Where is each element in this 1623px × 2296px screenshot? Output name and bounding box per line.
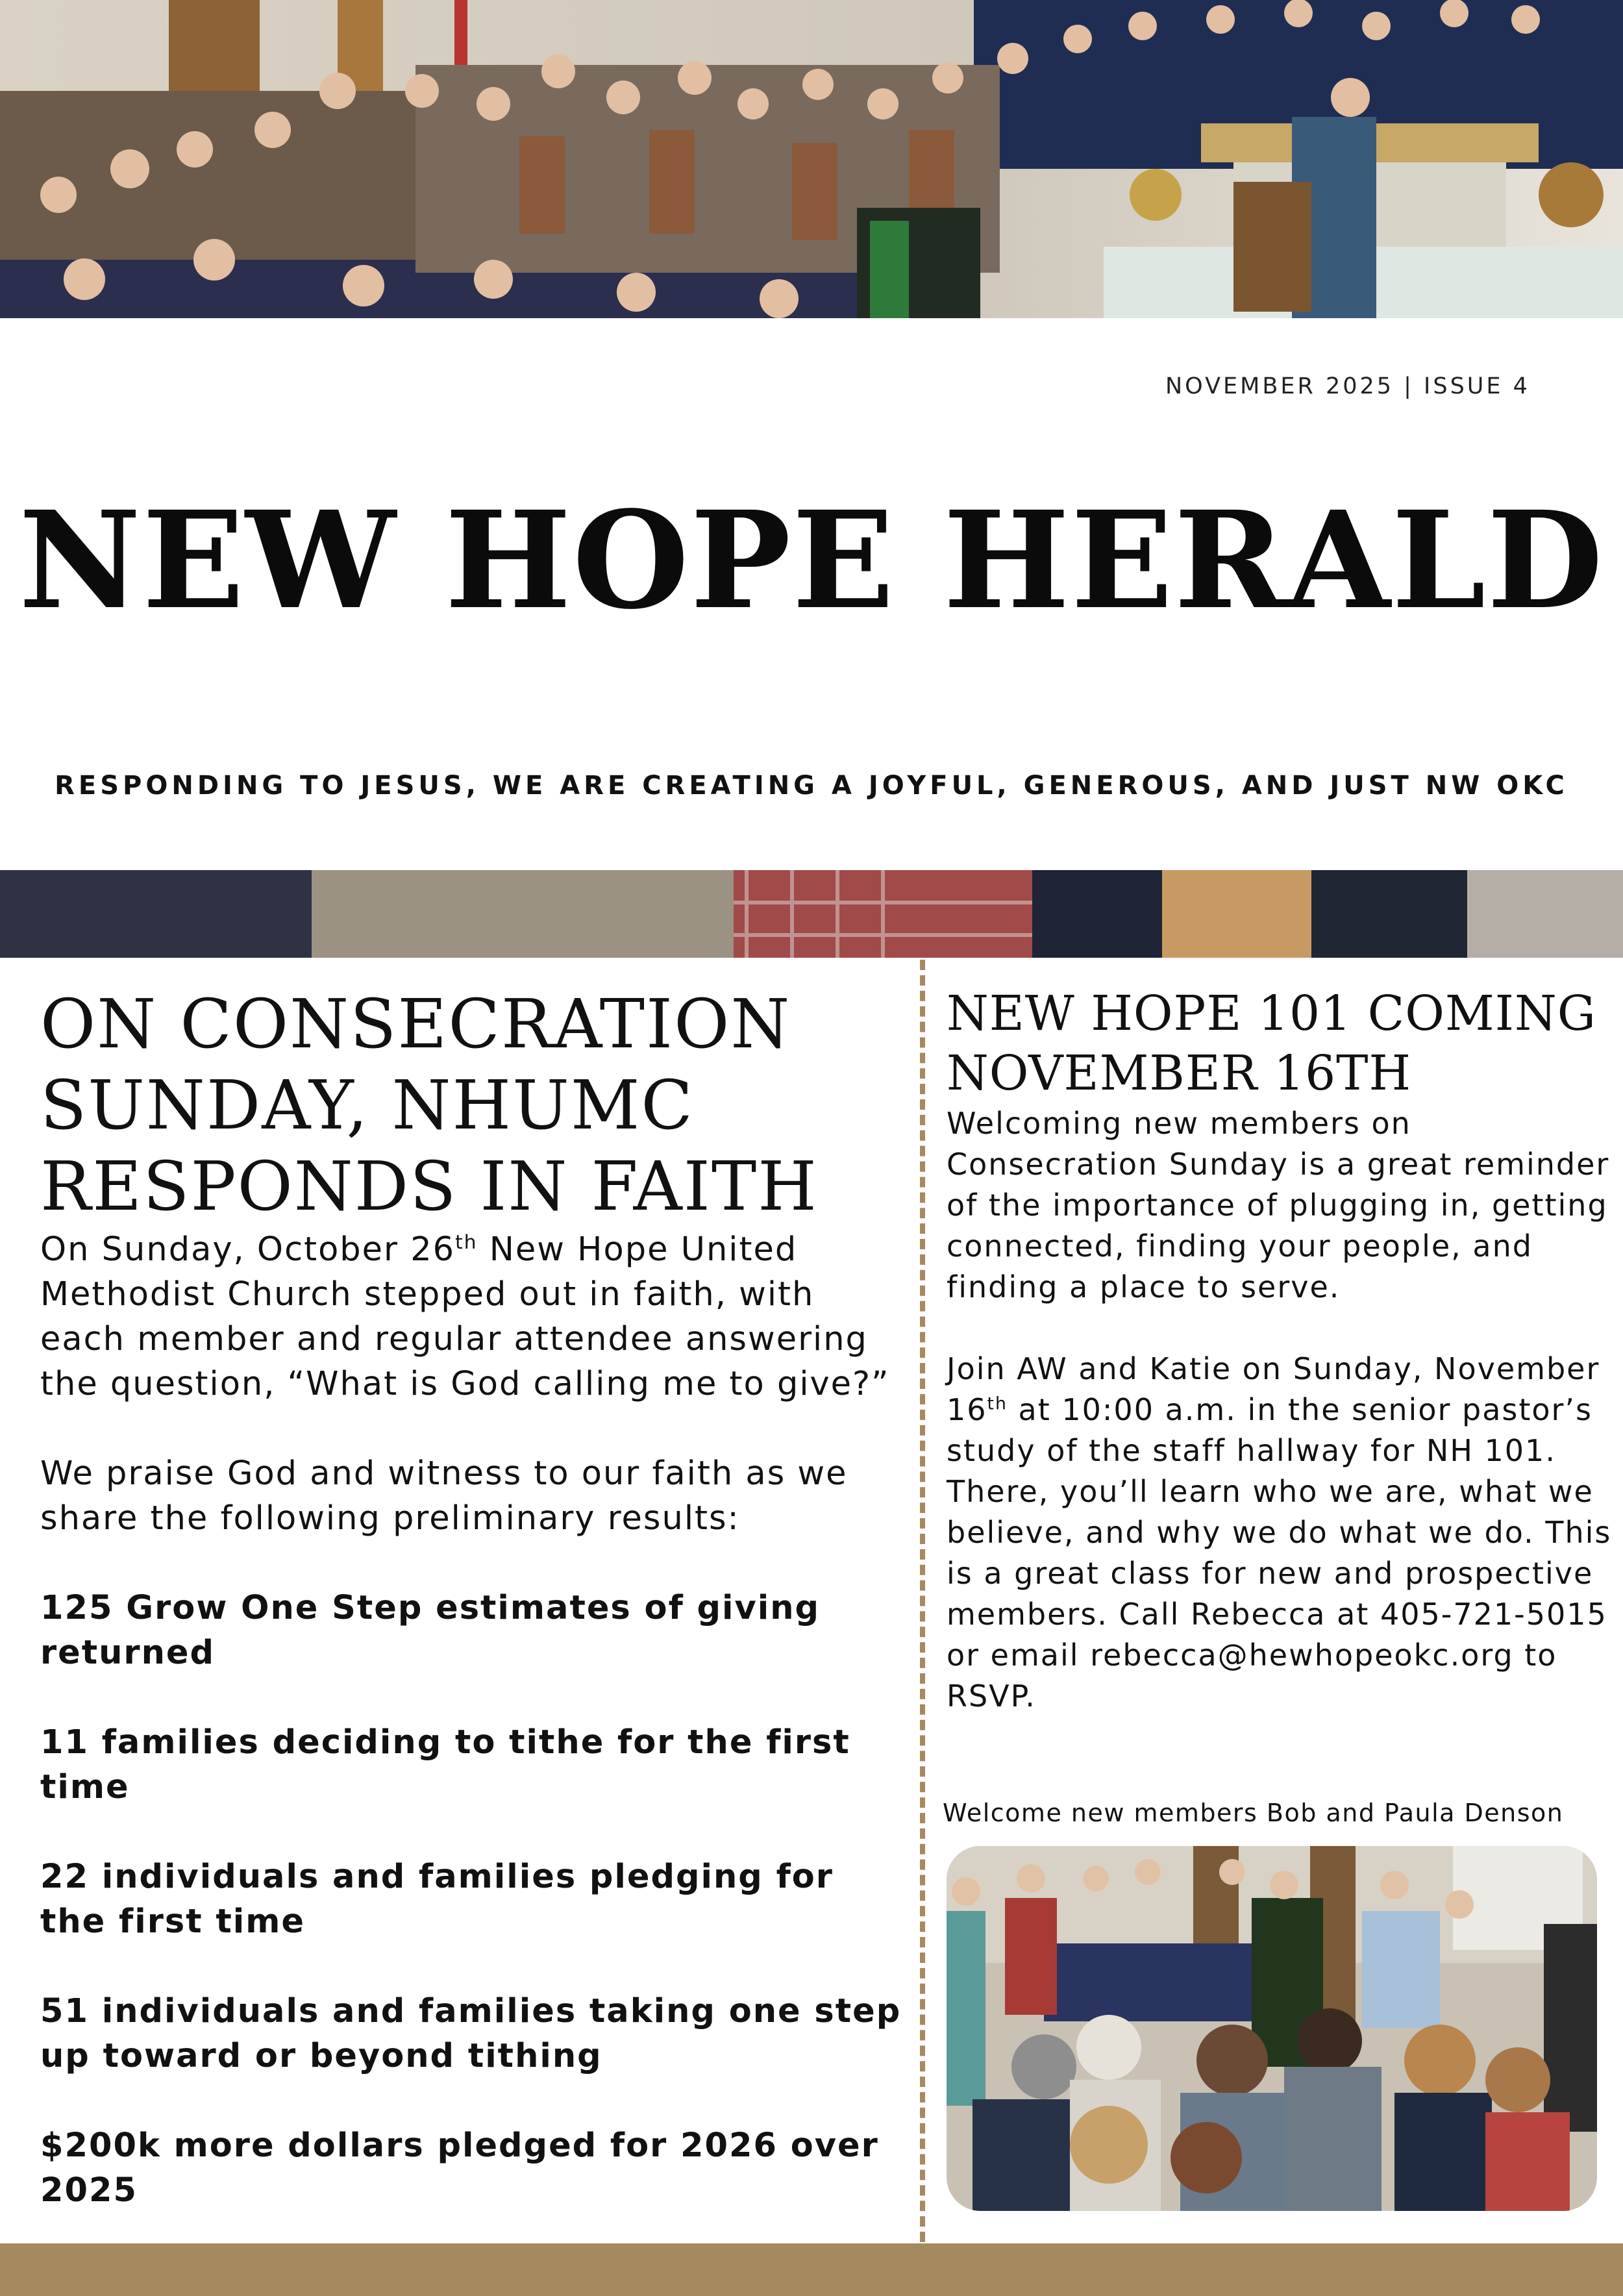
article-paragraph: Join AW and Katie on Sunday, November 16th at 10:00 a.m. in the senior pastor’s study of the staff hallway for NH 101. There, you’ll learn who we are, what we believe, and why we do what we do. This is a great class for new and prospective members. Call Rebecca at 405-721-5015 or email rebecca@hewhopeokc.org to RSVP.: [947, 1351, 1612, 1714]
article-headline: NEW HOPE 101 COMING NOVEMBER 16TH: [947, 986, 1596, 1101]
result-stat: 22 individuals and families pledging for the first time: [40, 1858, 834, 1941]
footer-bar: [0, 2243, 1623, 2296]
photo-caption: Welcome new members Bob and Paula Denson: [943, 1799, 1564, 1827]
congregation-photo: [0, 0, 1623, 318]
issue-date: NOVEMBER 2025 | ISSUE 4: [1165, 373, 1530, 399]
newsletter-title: NEW HOPE HERALD: [18, 482, 1605, 639]
mission-tagline: RESPONDING TO JESUS, WE ARE CREATING A JOYFUL, GENEROUS, AND JUST NW OKC: [55, 771, 1568, 801]
column-divider: [920, 960, 925, 2242]
result-stat: 51 individuals and families taking one step up toward or beyond tithing: [40, 1992, 902, 2075]
result-stat: 11 families deciding to tithe for the first time: [40, 1723, 850, 1806]
article-paragraph: We praise God and witness to our faith as we share the following preliminary results:: [40, 1454, 848, 1538]
article-intro: On Sunday, October 26th New Hope United Methodist Church stepped out in faith, with each member and regular attendee answering the question, “What is God calling me to give?”: [40, 1230, 890, 1403]
article-headline: ON CONSECRATION SUNDAY, NHUMC RESPONDS IN FAITH: [40, 984, 818, 1226]
article-paragraph: Welcoming new members on Consecration Sunday is a great reminder of the importance of plugging in, getting connected, finding your people, and finding a place to serve.: [947, 1106, 1610, 1304]
new-members-photo: [947, 1846, 1597, 2211]
result-stat: 125 Grow One Step estimates of giving returned: [40, 1589, 821, 1672]
new-hope-101-article: [947, 984, 1615, 1717]
consecration-article: [40, 984, 907, 2213]
result-stat: $200k more dollars pledged for 2026 over 2025: [40, 2127, 879, 2210]
pews-band-photo: [0, 870, 1623, 958]
